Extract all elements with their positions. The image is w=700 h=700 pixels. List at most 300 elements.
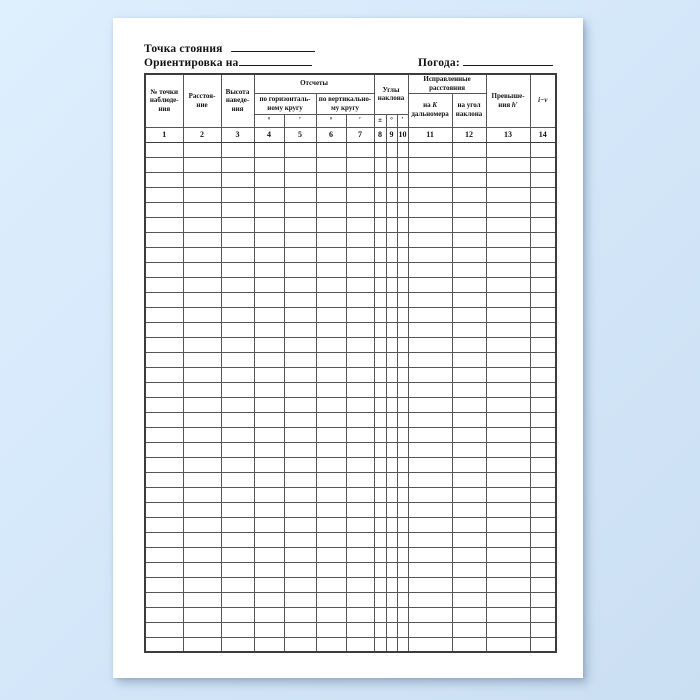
empty-cell [530, 547, 556, 562]
empty-cell [284, 532, 316, 547]
empty-cell [386, 442, 397, 457]
empty-cell [486, 337, 530, 352]
empty-cell [145, 607, 183, 622]
empty-cell [183, 352, 221, 367]
empty-cell [346, 607, 374, 622]
empty-cell [386, 502, 397, 517]
empty-cell [530, 412, 556, 427]
empty-cell [346, 637, 374, 652]
empty-cell [374, 172, 386, 187]
empty-cell [346, 172, 374, 187]
empty-cell [386, 187, 397, 202]
empty-cell [183, 397, 221, 412]
empty-cell [346, 592, 374, 607]
empty-cell [316, 622, 346, 637]
empty-cell [452, 532, 486, 547]
empty-cell [408, 562, 452, 577]
table-row [145, 562, 556, 577]
empty-cell [486, 622, 530, 637]
empty-cell [386, 172, 397, 187]
empty-cell [145, 217, 183, 232]
empty-cell [316, 412, 346, 427]
empty-cell [183, 382, 221, 397]
column-numbers-row [145, 127, 556, 142]
empty-cell [183, 277, 221, 292]
empty-cell [221, 382, 254, 397]
plus-minus-symbol-cell: ± [374, 114, 386, 127]
empty-cell [254, 382, 284, 397]
empty-cell [530, 247, 556, 262]
header-i-minus-v: i−v [530, 74, 556, 127]
empty-cell [530, 262, 556, 277]
empty-cell [386, 382, 397, 397]
empty-cell [284, 577, 316, 592]
empty-cell [530, 232, 556, 247]
empty-cell [530, 622, 556, 637]
empty-cell [452, 367, 486, 382]
empty-cell [386, 367, 397, 382]
empty-cell [183, 622, 221, 637]
empty-cell [316, 172, 346, 187]
minute-symbol-cell: ′ [346, 114, 374, 127]
empty-cell [346, 337, 374, 352]
empty-cell [284, 202, 316, 217]
empty-cell [145, 202, 183, 217]
column-number-cell: 4 [254, 127, 284, 142]
table-row [145, 187, 556, 202]
station-line [144, 40, 315, 54]
empty-cell [452, 517, 486, 532]
empty-cell [346, 382, 374, 397]
empty-cell [254, 232, 284, 247]
empty-cell [254, 202, 284, 217]
empty-cell [316, 352, 346, 367]
empty-cell [452, 607, 486, 622]
empty-cell [386, 322, 397, 337]
empty-cell [374, 277, 386, 292]
empty-cell [145, 637, 183, 652]
empty-cell [254, 277, 284, 292]
empty-cell [486, 532, 530, 547]
orientation-blank-line [239, 54, 312, 66]
empty-cell [397, 232, 408, 247]
empty-cell [530, 367, 556, 382]
empty-cell [486, 277, 530, 292]
table-row [145, 412, 556, 427]
empty-cell [284, 172, 316, 187]
empty-cell [221, 517, 254, 532]
empty-cell [183, 472, 221, 487]
empty-cell [530, 217, 556, 232]
empty-cell [284, 322, 316, 337]
empty-cell [374, 472, 386, 487]
empty-cell [374, 307, 386, 322]
station-blank-line [231, 40, 315, 52]
empty-cell [452, 337, 486, 352]
empty-cell [284, 637, 316, 652]
table-row [145, 352, 556, 367]
table-row [145, 157, 556, 172]
empty-cell [221, 157, 254, 172]
empty-cell [486, 142, 530, 157]
empty-cell [530, 592, 556, 607]
empty-cell [183, 442, 221, 457]
empty-cell [284, 232, 316, 247]
empty-cell [346, 427, 374, 442]
empty-cell [346, 532, 374, 547]
empty-cell [316, 637, 346, 652]
empty-cell [346, 247, 374, 262]
empty-cell [452, 457, 486, 472]
empty-cell [408, 172, 452, 187]
empty-cell [486, 412, 530, 427]
empty-cell [486, 382, 530, 397]
empty-cell [254, 637, 284, 652]
empty-cell [486, 592, 530, 607]
empty-cell [486, 502, 530, 517]
empty-cell [486, 577, 530, 592]
empty-cell [452, 142, 486, 157]
empty-cell [452, 262, 486, 277]
empty-cell [221, 562, 254, 577]
empty-cell [397, 592, 408, 607]
empty-cell [316, 577, 346, 592]
empty-cell [486, 397, 530, 412]
empty-cell [486, 457, 530, 472]
empty-cell [221, 367, 254, 382]
empty-cell [374, 247, 386, 262]
empty-cell [284, 607, 316, 622]
header-sight-height: Высота наведе- ния [221, 74, 254, 127]
empty-cell [284, 367, 316, 382]
empty-cell [486, 352, 530, 367]
degree-symbol-cell: ° [316, 114, 346, 127]
empty-cell [221, 442, 254, 457]
empty-cell [284, 142, 316, 157]
empty-cell [221, 202, 254, 217]
empty-cell [486, 157, 530, 172]
table-row [145, 307, 556, 322]
empty-cell [386, 157, 397, 172]
empty-cell [397, 487, 408, 502]
empty-cell [316, 547, 346, 562]
orientation-line [144, 54, 312, 68]
header-incline-angles-group: Углы наклона [374, 74, 408, 114]
empty-cell [452, 637, 486, 652]
empty-cell [221, 412, 254, 427]
empty-cell [408, 307, 452, 322]
empty-cell [486, 322, 530, 337]
empty-cell [254, 532, 284, 547]
empty-cell [452, 412, 486, 427]
empty-cell [254, 427, 284, 442]
empty-cell [183, 577, 221, 592]
empty-cell [316, 532, 346, 547]
empty-cell [221, 292, 254, 307]
column-number-cell: 5 [284, 127, 316, 142]
table-row [145, 262, 556, 277]
empty-cell [408, 412, 452, 427]
empty-cell [221, 592, 254, 607]
empty-cell [530, 322, 556, 337]
empty-cell [316, 217, 346, 232]
empty-cell [397, 322, 408, 337]
table-row [145, 172, 556, 187]
empty-cell [346, 487, 374, 502]
empty-cell [386, 562, 397, 577]
empty-cell [530, 352, 556, 367]
minute-symbol-cell: ′ [397, 114, 408, 127]
empty-cell [254, 472, 284, 487]
empty-cell [408, 352, 452, 367]
empty-cell [530, 517, 556, 532]
empty-cell [254, 322, 284, 337]
degree-symbol-cell: ° [254, 114, 284, 127]
table-row [145, 637, 556, 652]
table-row [145, 577, 556, 592]
empty-cell [386, 622, 397, 637]
empty-cell [284, 397, 316, 412]
table-row [145, 547, 556, 562]
empty-cell [408, 397, 452, 412]
empty-cell [452, 172, 486, 187]
empty-cell [408, 577, 452, 592]
empty-cell [408, 187, 452, 202]
column-number-cell: 11 [408, 127, 452, 142]
table-row [145, 532, 556, 547]
empty-cell [374, 187, 386, 202]
empty-cell [408, 517, 452, 532]
empty-cell [254, 562, 284, 577]
empty-cell [145, 577, 183, 592]
column-number-cell: 1 [145, 127, 183, 142]
empty-cell [386, 577, 397, 592]
empty-cell [221, 307, 254, 322]
empty-cell [284, 262, 316, 277]
empty-cell [221, 637, 254, 652]
empty-cell [397, 577, 408, 592]
empty-cell [397, 622, 408, 637]
empty-cell [386, 547, 397, 562]
table-row [145, 202, 556, 217]
empty-cell [346, 502, 374, 517]
column-number-cell: 7 [346, 127, 374, 142]
empty-cell [374, 232, 386, 247]
empty-cell [374, 427, 386, 442]
data-rows [145, 142, 556, 652]
empty-cell [408, 382, 452, 397]
empty-cell [530, 502, 556, 517]
empty-cell [316, 187, 346, 202]
header-per-k-rangefinder: на K дальномера [408, 93, 452, 127]
empty-cell [284, 307, 316, 322]
table-row [145, 142, 556, 157]
empty-cell [486, 547, 530, 562]
empty-cell [284, 352, 316, 367]
empty-cell [397, 142, 408, 157]
empty-cell [183, 337, 221, 352]
empty-cell [374, 367, 386, 382]
empty-cell [316, 202, 346, 217]
empty-cell [486, 367, 530, 382]
empty-cell [486, 202, 530, 217]
empty-cell [386, 202, 397, 217]
column-number-cell: 12 [452, 127, 486, 142]
empty-cell [486, 487, 530, 502]
weather-line [418, 54, 553, 68]
empty-cell [346, 352, 374, 367]
empty-cell [374, 322, 386, 337]
weather-label: Погода: [418, 57, 460, 69]
empty-cell [408, 502, 452, 517]
column-number-cell: 8 [374, 127, 386, 142]
empty-cell [486, 442, 530, 457]
empty-cell [316, 277, 346, 292]
table-row [145, 337, 556, 352]
empty-cell [145, 367, 183, 382]
header-per-incline-angle: на угол наклона [452, 93, 486, 127]
empty-cell [284, 247, 316, 262]
table-row [145, 382, 556, 397]
empty-cell [183, 502, 221, 517]
header-corrected-distances-group: Исправленные расстояния [408, 74, 486, 93]
empty-cell [374, 352, 386, 367]
empty-cell [284, 622, 316, 637]
table-row [145, 517, 556, 532]
table-row [145, 622, 556, 637]
empty-cell [374, 547, 386, 562]
empty-cell [254, 457, 284, 472]
empty-cell [397, 517, 408, 532]
empty-cell [408, 202, 452, 217]
empty-cell [254, 517, 284, 532]
empty-cell [408, 367, 452, 382]
empty-cell [408, 247, 452, 262]
empty-cell [346, 367, 374, 382]
table-row [145, 367, 556, 382]
empty-cell [386, 592, 397, 607]
empty-cell [145, 292, 183, 307]
empty-cell [221, 547, 254, 562]
header-horizontal-circle: по горизонталь- ному кругу [254, 93, 316, 114]
empty-cell [221, 142, 254, 157]
empty-cell [386, 292, 397, 307]
empty-cell [530, 307, 556, 322]
empty-cell [397, 457, 408, 472]
empty-cell [397, 412, 408, 427]
empty-cell [530, 472, 556, 487]
empty-cell [254, 157, 284, 172]
header-readings-group: Отсчеты [254, 74, 374, 93]
empty-cell [374, 292, 386, 307]
empty-cell [221, 457, 254, 472]
empty-cell [183, 592, 221, 607]
empty-cell [316, 427, 346, 442]
empty-cell [183, 412, 221, 427]
tacheometry-journal-table [144, 73, 557, 653]
empty-cell [530, 457, 556, 472]
empty-cell [254, 247, 284, 262]
empty-cell [183, 142, 221, 157]
empty-cell [530, 562, 556, 577]
empty-cell [221, 607, 254, 622]
empty-cell [452, 427, 486, 442]
empty-cell [397, 352, 408, 367]
empty-cell [397, 427, 408, 442]
empty-cell [254, 337, 284, 352]
empty-cell [316, 262, 346, 277]
table-row [145, 472, 556, 487]
empty-cell [374, 532, 386, 547]
empty-cell [284, 502, 316, 517]
table-row [145, 322, 556, 337]
empty-cell [221, 472, 254, 487]
empty-cell [530, 277, 556, 292]
empty-cell [346, 517, 374, 532]
empty-cell [183, 427, 221, 442]
empty-cell [346, 157, 374, 172]
empty-cell [183, 187, 221, 202]
empty-cell [145, 622, 183, 637]
empty-cell [530, 142, 556, 157]
empty-cell [145, 442, 183, 457]
empty-cell [346, 142, 374, 157]
empty-cell [145, 307, 183, 322]
empty-cell [284, 337, 316, 352]
empty-cell [397, 277, 408, 292]
empty-cell [346, 442, 374, 457]
empty-cell [486, 292, 530, 307]
empty-cell [254, 262, 284, 277]
column-number-cell: 13 [486, 127, 530, 142]
empty-cell [254, 622, 284, 637]
empty-cell [145, 472, 183, 487]
empty-cell [284, 517, 316, 532]
empty-cell [346, 322, 374, 337]
empty-cell [530, 157, 556, 172]
empty-cell [254, 292, 284, 307]
empty-cell [221, 232, 254, 247]
empty-cell [397, 442, 408, 457]
empty-cell [145, 277, 183, 292]
empty-cell [316, 307, 346, 322]
empty-cell [452, 187, 486, 202]
empty-cell [452, 217, 486, 232]
empty-cell [316, 367, 346, 382]
empty-cell [452, 562, 486, 577]
empty-cell [397, 157, 408, 172]
empty-cell [183, 202, 221, 217]
empty-cell [284, 457, 316, 472]
empty-cell [408, 472, 452, 487]
empty-cell [221, 502, 254, 517]
empty-cell [452, 577, 486, 592]
empty-cell [486, 232, 530, 247]
empty-cell [408, 637, 452, 652]
empty-cell [386, 337, 397, 352]
table-row [145, 217, 556, 232]
table-header [145, 74, 556, 142]
empty-cell [183, 307, 221, 322]
empty-cell [530, 382, 556, 397]
empty-cell [346, 577, 374, 592]
empty-cell [374, 142, 386, 157]
header-elevation: Превыше- ния h′ [486, 74, 530, 127]
empty-cell [530, 442, 556, 457]
empty-cell [374, 577, 386, 592]
empty-cell [346, 232, 374, 247]
column-number-cell: 9 [386, 127, 397, 142]
